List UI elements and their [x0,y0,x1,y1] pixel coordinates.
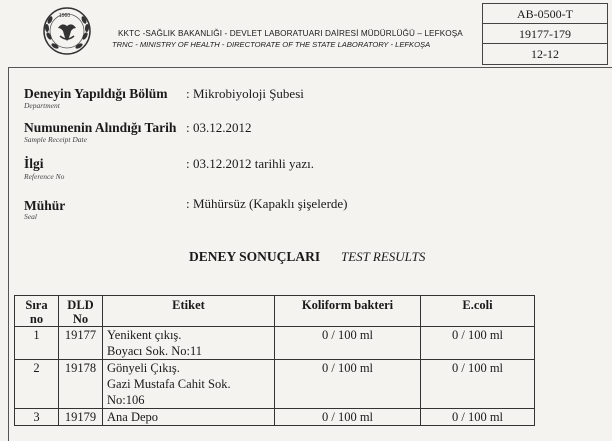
col-header-no-line1: Sıra [25,298,48,312]
results-header-row [15,296,535,327]
col-header-ecoli: E.coli [421,296,535,327]
ref-form-code: AB-0500-T [483,4,607,24]
col-header-dld-line1: DLD [67,298,94,312]
row-label-line: Gönyeli Çıkış. [107,361,180,375]
seal-colon: : [186,196,190,211]
row-label-line: Boyacı Sok. No:11 [107,344,203,358]
reference-colon: : [186,156,190,171]
row-coliform: 0 / 100 ml [275,360,421,409]
row-coliform: 0 / 100 ml [275,409,421,426]
col-header-no-line2: no [29,312,44,326]
reference-label: İlgi [24,156,44,171]
row-dld: 19179 [59,409,103,426]
ref-period: 12-12 [531,47,559,61]
sample-date-sublabel: Sample Receipt Date [24,135,87,144]
sample-date-value: 03.12.2012 [193,120,252,135]
header-title-en: TRNC - MINISTRY OF HEALTH - DIRECTORATE OF THE STATE LABORATORY - LEFKOŞA [112,40,431,49]
emblem-year: 1960 [59,13,71,19]
row-dld: 19177 [59,327,103,360]
row-label [103,327,275,360]
col-header-label: Etiket [103,296,275,327]
row-coliform: 0 / 100 ml [275,327,421,360]
left-margin-line [8,67,9,441]
col-header-dld [59,296,103,327]
row-label [103,409,275,426]
col-header-dld-line2: No [72,312,89,326]
table-row [15,327,535,360]
row-no: 2 [15,360,59,409]
reference-box [482,3,608,65]
department-value: Mikrobiyoloji Şubesi [193,86,304,101]
header-divider [8,67,612,68]
row-label-line: Gazi Mustafa Cahit Sok. [107,377,231,391]
sample-date-label: Numunenin Alındığı Tarih [24,120,177,135]
results-table [14,295,535,426]
ref-sample-range: 19177-179 [483,24,607,44]
col-header-coliform: Koliform bakteri [275,296,421,327]
row-ecoli: 0 / 100 ml [421,327,535,360]
results-title-en: TEST RESULTS [341,249,426,264]
row-label-line: No:106 [107,393,145,407]
department-sublabel: Department [24,101,60,110]
row-ecoli: 0 / 100 ml [421,409,535,426]
results-title-tr: DENEY SONUÇLARI [189,249,321,264]
row-dld: 19178 [59,360,103,409]
reference-value: 03.12.2012 tarihli yazı. [193,156,314,171]
row-ecoli: 0 / 100 ml [421,360,535,409]
seal-value: Mühürsüz (Kapaklı şişelerde) [193,196,348,211]
department-label: Deneyin Yapıldığı Bölüm [24,86,168,101]
table-row [15,360,535,409]
table-row [15,409,535,426]
seal-sublabel: Seal [24,212,37,221]
col-header-no [15,296,59,327]
reference-sublabel: Reference No [24,172,65,181]
department-colon: : [186,86,190,101]
header-title-tr: KKTC -SAĞLIK BAKANLIĞI - DEVLET LABORATUARI DAİRESİ MÜDÜRLÜĞÜ – LEFKOŞA [118,29,463,38]
row-no: 3 [15,409,59,426]
sample-date-colon: : [186,120,190,135]
row-label-line: Yenikent çıkış. [107,328,182,342]
row-label-line: Ana Depo [107,410,159,424]
row-no: 1 [15,327,59,360]
seal-label: Mühür [24,198,66,213]
row-label [103,360,275,409]
